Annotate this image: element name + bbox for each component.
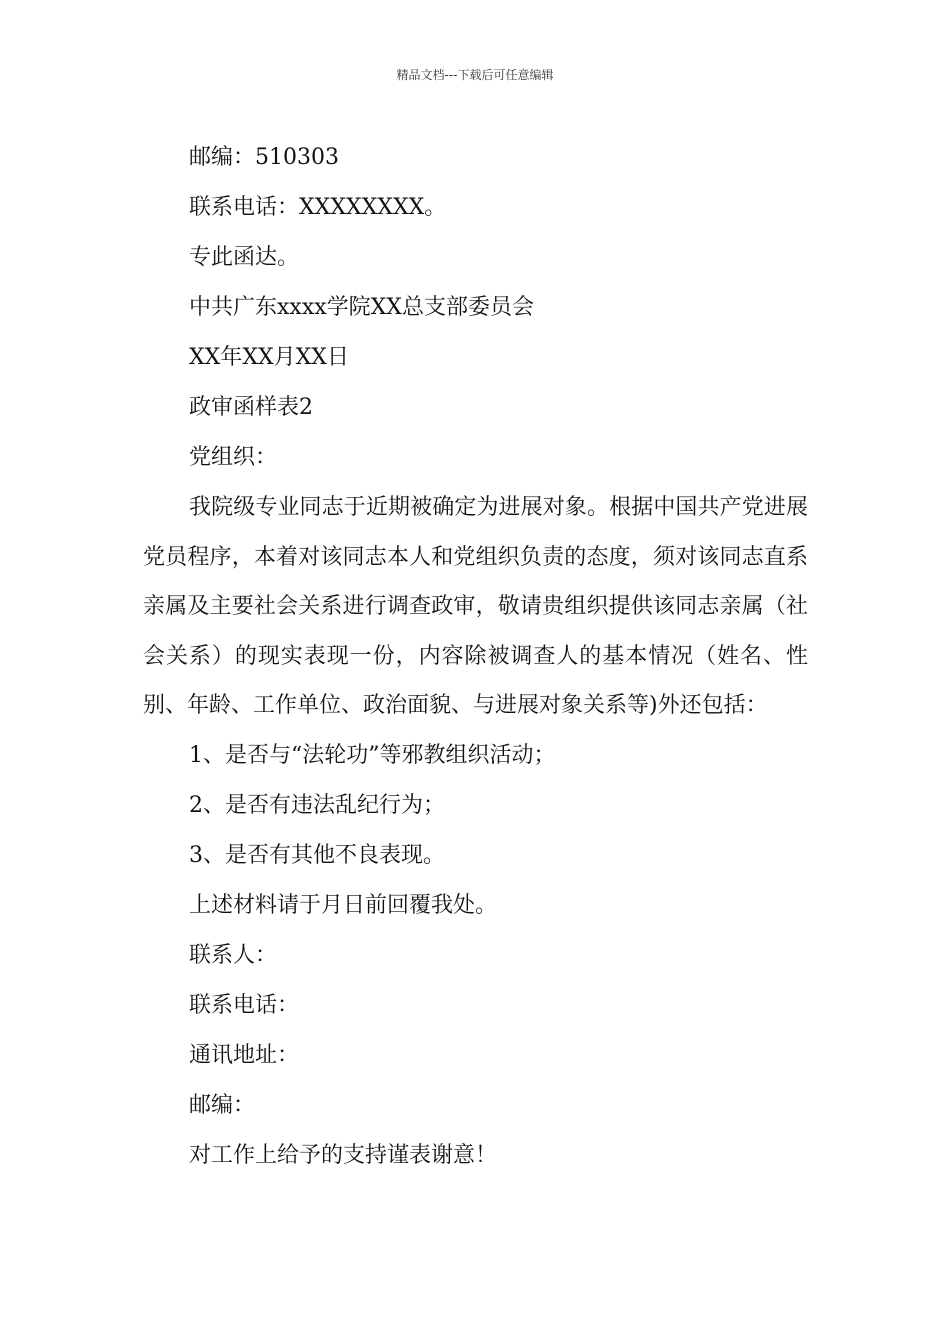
section-title: 政审函样表2 (189, 395, 313, 420)
contact-person-field: 联系人： (189, 942, 278, 968)
document-body (143, 133, 808, 1181)
reply-request: 上述材料请于月日前回覆我处。 (189, 892, 498, 918)
list-item: 3、是否有其他不良表现。 (189, 842, 445, 868)
phone-line: 联系电话：XXXXXXXX。 (189, 195, 447, 220)
contact-phone-field: 联系电话： (189, 992, 300, 1018)
postcode-field: 邮编： (189, 1092, 256, 1118)
thanks-line: 对工作上给予的支持谨表谢意！ (189, 1142, 498, 1168)
page-header: 精品文档---下载后可任意编辑 (396, 68, 554, 82)
closing-phrase: 专此函达。 (189, 245, 300, 270)
sender-organization: 中共广东xxxx学院XX总支部委员会 (189, 295, 534, 320)
list-item: 1、是否与“法轮功”等邪教组织活动； (189, 742, 556, 768)
body-paragraph: 我院级专业同志于近期被确定为进展对象。根据中国共产党进展党员程序，本着对该同志本人和党组织负责的态度，须对该同志直系亲属及主要社会关系进行调查政审，敬请贵组织提供该同志亲属（社会关系）的现实表现一份，内容除被调查人的基本情况（姓名、性别、年龄、工作单位、政治面貌、与进展对象关系等)外还包括： (143, 495, 808, 718)
list-item: 2、是否有违法乱纪行为； (189, 792, 445, 818)
salutation: 党组织： (189, 445, 278, 470)
date-line: XX年XX月XX日 (189, 345, 349, 370)
postcode-line: 邮编：510303 (189, 145, 339, 170)
address-field: 通讯地址： (189, 1042, 300, 1068)
